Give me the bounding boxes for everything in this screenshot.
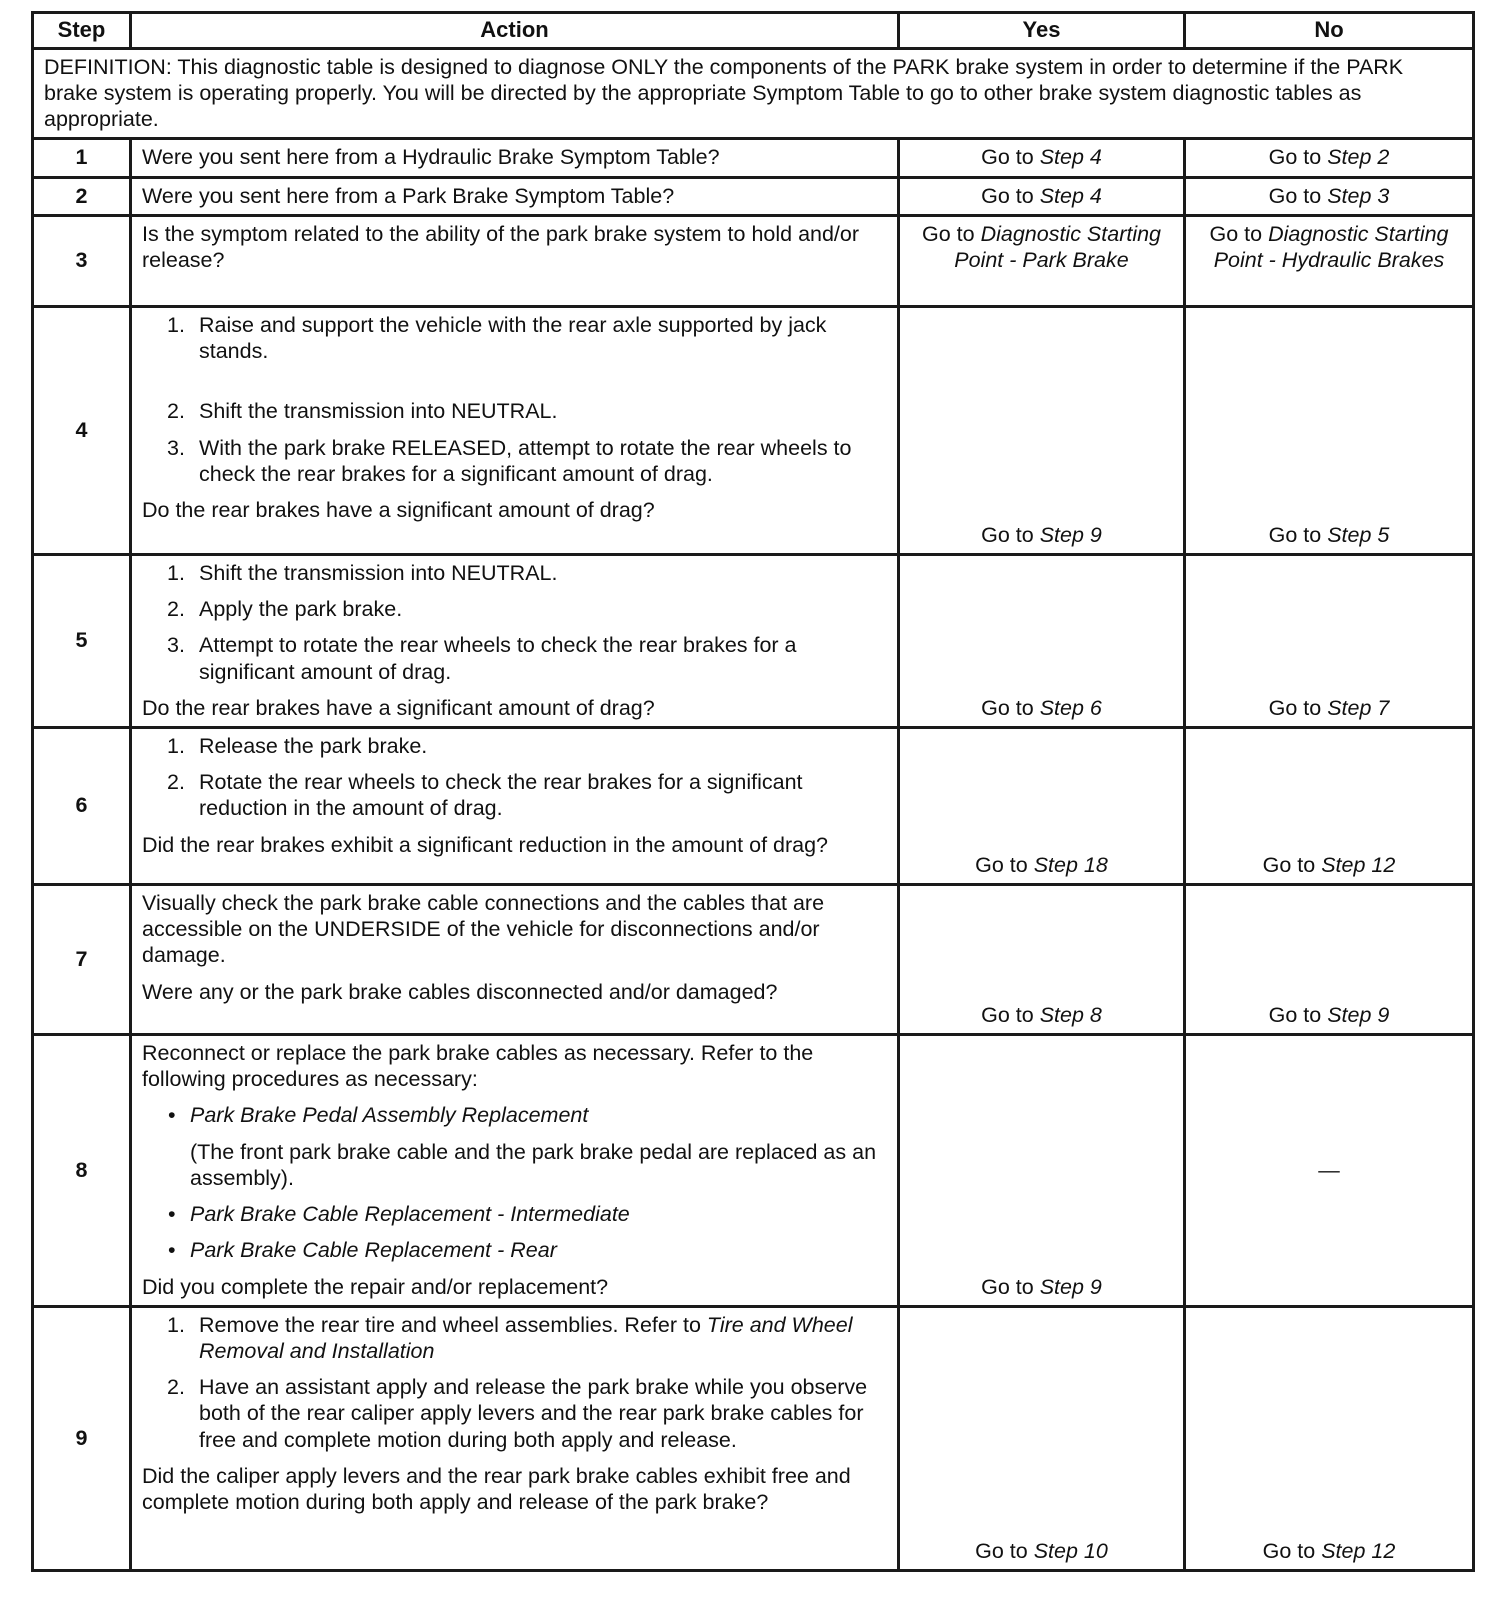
header-action: Action — [131, 13, 899, 49]
goto-label: Go to — [1268, 695, 1322, 720]
procedure-list — [142, 560, 887, 685]
definition-text: DEFINITION: This diagnostic table is designed to diagnose ONLY the components of the PARK brake system in order to determine if the PARK brake system is operating properly. You will be directed by the appropriate Symptom Table to go to other brake system diagnostic tables as appropriate. — [44, 54, 1404, 132]
yes-cell — [899, 885, 1185, 1035]
table-row — [33, 139, 1474, 177]
no-target: — — [1318, 1157, 1340, 1182]
goto-label: Go to — [1262, 852, 1316, 877]
goto-label: Go to — [921, 221, 975, 246]
list-item — [167, 312, 887, 364]
item-number: 2. — [167, 399, 185, 424]
table-row — [33, 306, 1474, 554]
goto-label: Go to — [981, 183, 1034, 208]
no-cell — [1185, 215, 1474, 306]
table-row — [33, 554, 1474, 727]
goto-label: Go to — [1268, 522, 1322, 547]
list-item — [168, 1237, 887, 1263]
no-cell — [1185, 728, 1474, 885]
yes-target: Step 9 — [1039, 522, 1102, 547]
procedure-list — [142, 312, 887, 487]
no-target: Step 9 — [1327, 1002, 1390, 1027]
goto-label: Go to — [975, 852, 1028, 877]
yes-target: Step 10 — [1033, 1538, 1108, 1563]
step-number: 6 — [33, 728, 131, 885]
table-row — [33, 177, 1474, 215]
instruction-text: Visually check the park brake cable connections and the cables that are accessible on the UNDERSIDE of the vehicle for disconnections and/or damage. — [142, 891, 825, 968]
list-item — [167, 596, 887, 622]
note-text: (The front park brake cable and the park brake pedal are replaced as an assembly). — [190, 1139, 877, 1190]
item-text: Attempt to rotate the rear wheels to check the rear brakes for a significant amount of drag. — [199, 633, 797, 684]
table-row — [33, 728, 1474, 885]
item-number: 2. — [167, 1375, 185, 1400]
list-item — [167, 435, 887, 487]
list-item — [167, 560, 887, 586]
goto-label: Go to — [981, 522, 1034, 547]
item-number: 1. — [167, 1312, 185, 1337]
step-number: 3 — [33, 215, 131, 306]
item-text: Apply the park brake. — [199, 597, 403, 622]
no-cell — [1185, 1035, 1474, 1307]
procedure-link: Park Brake Cable Replacement - Rear — [190, 1238, 557, 1263]
step-number: 4 — [33, 306, 131, 554]
yes-target: Step 18 — [1033, 852, 1108, 877]
item-text: Shift the transmission into NEUTRAL. — [199, 560, 558, 585]
header-row — [33, 13, 1474, 49]
question-text: Do the rear brakes have a significant amount of drag? — [142, 498, 655, 523]
action-cell — [131, 306, 899, 554]
step-number: 8 — [33, 1035, 131, 1307]
action-cell — [131, 177, 899, 215]
step-number: 2 — [33, 177, 131, 215]
table-row — [33, 885, 1474, 1035]
yes-target: Step 6 — [1039, 695, 1102, 720]
yes-cell — [899, 215, 1185, 306]
list-item — [167, 769, 887, 821]
procedure-bullets — [142, 1201, 887, 1263]
list-item — [167, 1374, 887, 1453]
item-text: With the park brake RELEASED, attempt to rotate the rear wheels to check the rear brakes for a significant amount of drag. — [199, 435, 852, 486]
step-number: 7 — [33, 885, 131, 1035]
item-text: Have an assistant apply and release the park brake while you observe both of the rear caliper apply levers and the rear park brake cables for free and complete motion during both apply and release. — [199, 1375, 868, 1452]
item-number: 1. — [167, 312, 185, 337]
procedure-bullets — [142, 1102, 887, 1128]
definition-cell — [33, 48, 1474, 139]
item-text: Remove the rear tire and wheel assemblies. Refer to — [199, 1312, 701, 1337]
procedure-link: Tire and Wheel Removal and Installation — [199, 1312, 853, 1363]
header-yes: Yes — [899, 13, 1185, 49]
yes-cell — [899, 1035, 1185, 1307]
procedure-list — [142, 733, 887, 822]
yes-target: Step 9 — [1039, 1274, 1102, 1299]
action-cell — [131, 885, 899, 1035]
goto-label: Go to — [1268, 145, 1322, 170]
no-target: Step 12 — [1321, 852, 1396, 877]
table-row — [33, 1306, 1474, 1570]
item-number: 1. — [167, 560, 185, 585]
list-item — [167, 733, 887, 759]
no-target: Step 3 — [1327, 183, 1390, 208]
bullet-marker: • — [168, 1202, 176, 1227]
no-cell — [1185, 1306, 1474, 1570]
procedure-link: Park Brake Cable Replacement - Intermediate — [190, 1202, 630, 1227]
no-target: Diagnostic Starting Point - Hydraulic Brakes — [1213, 221, 1449, 273]
yes-target: Step 4 — [1039, 183, 1102, 208]
yes-cell — [899, 306, 1185, 554]
bullet-marker: • — [168, 1103, 176, 1128]
action-cell — [131, 728, 899, 885]
yes-cell — [899, 177, 1185, 215]
item-number: 1. — [167, 734, 185, 759]
item-text: Release the park brake. — [199, 734, 428, 759]
goto-label: Go to — [981, 145, 1034, 170]
goto-label: Go to — [975, 1538, 1028, 1563]
list-item — [168, 1102, 887, 1128]
item-number: 2. — [167, 597, 185, 622]
no-target: Step 2 — [1327, 145, 1390, 170]
action-cell — [131, 139, 899, 177]
no-cell — [1185, 885, 1474, 1035]
header-step: Step — [33, 13, 131, 49]
question-text: Were you sent here from a Park Brake Symptom Table? — [142, 183, 675, 208]
bullet-marker: • — [168, 1238, 176, 1263]
table-row — [33, 215, 1474, 306]
action-cell — [131, 215, 899, 306]
question-text: Were any or the park brake cables disconnected and/or damaged? — [142, 979, 778, 1004]
goto-label: Go to — [1268, 183, 1322, 208]
list-item — [168, 1201, 887, 1227]
step-number: 9 — [33, 1306, 131, 1570]
item-text: Raise and support the vehicle with the rear axle supported by jack stands. — [199, 312, 827, 364]
yes-cell — [899, 139, 1185, 177]
procedure-list — [142, 1312, 887, 1453]
goto-label: Go to — [981, 1002, 1034, 1027]
yes-target: Step 8 — [1039, 1002, 1102, 1027]
no-cell — [1185, 177, 1474, 215]
list-item — [167, 398, 887, 424]
question-text: Is the symptom related to the ability of the park brake system to hold and/or release? — [142, 221, 860, 273]
item-number: 2. — [167, 770, 185, 795]
item-number: 3. — [167, 435, 185, 460]
step-number: 5 — [33, 554, 131, 727]
action-cell — [131, 1035, 899, 1307]
question-text: Did the caliper apply levers and the rear park brake cables exhibit free and complete motion during both apply and release of the park brake? — [142, 1463, 851, 1515]
no-cell — [1185, 139, 1474, 177]
header-no: No — [1185, 13, 1474, 49]
goto-label: Go to — [1262, 1538, 1316, 1563]
question-text: Do the rear brakes have a significant amount of drag? — [142, 695, 655, 720]
yes-target: Step 4 — [1039, 145, 1102, 170]
yes-target: Diagnostic Starting Point - Park Brake — [954, 221, 1162, 273]
instruction-text: Reconnect or replace the park brake cables as necessary. Refer to the following procedures as necessary: — [142, 1041, 814, 1092]
question-text: Did the rear brakes exhibit a significant reduction in the amount of drag? — [142, 832, 829, 857]
yes-cell — [899, 554, 1185, 727]
no-target: Step 5 — [1327, 522, 1390, 547]
no-cell — [1185, 306, 1474, 554]
question-text: Did you complete the repair and/or replacement? — [142, 1274, 609, 1299]
item-number: 3. — [167, 633, 185, 658]
goto-label: Go to — [1268, 1002, 1322, 1027]
table-row — [33, 1035, 1474, 1307]
no-target: Step 12 — [1321, 1538, 1396, 1563]
yes-cell — [899, 728, 1185, 885]
definition-row — [33, 48, 1474, 139]
diagnostic-table — [31, 11, 1475, 1572]
no-cell — [1185, 554, 1474, 727]
goto-label: Go to — [1209, 221, 1263, 246]
item-text: Rotate the rear wheels to check the rear brakes for a significant reduction in the amount of drag. — [199, 770, 803, 821]
goto-label: Go to — [981, 695, 1034, 720]
goto-label: Go to — [981, 1274, 1034, 1299]
list-item — [167, 632, 887, 684]
no-target: Step 7 — [1327, 695, 1390, 720]
item-text: Shift the transmission into NEUTRAL. — [199, 399, 558, 424]
question-text: Were you sent here from a Hydraulic Brake Symptom Table? — [142, 145, 720, 170]
procedure-link: Park Brake Pedal Assembly Replacement — [190, 1103, 589, 1128]
list-item — [167, 1312, 887, 1364]
step-number: 1 — [33, 139, 131, 177]
action-cell — [131, 554, 899, 727]
yes-cell — [899, 1306, 1185, 1570]
action-cell — [131, 1306, 899, 1570]
